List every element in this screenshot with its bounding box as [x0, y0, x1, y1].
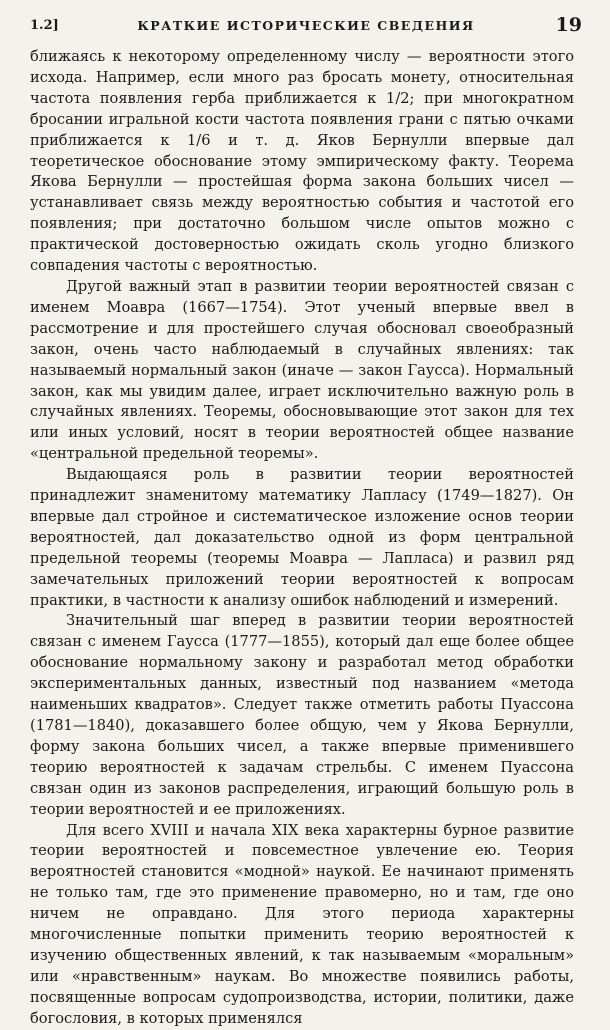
running-title: КРАТКИЕ ИСТОРИЧЕСКИЕ СВЕДЕНИЯ — [137, 18, 475, 33]
paragraph-gauss-poisson: Значительный шаг вперед в развитии теории вероятностей связан с именем Гаусса (1777—1855), который дал еще более общее обоснование нормальному закону и разработал метод обработки экспериментальных данных, известный под названием «метода наименьших квадратов». Следует также отметить работы Пуассона (1781—1840), доказавшего более общую, чем у Якова Бернулли, форму закона больших чисел, а также впервые применившего теорию вероятностей к задачам стрельбы. С именем Пуассона связан один из законов распределения, играющий большую роль в теории вероятностей и ее приложениях. — [30, 612, 574, 818]
section-number: 1.2] — [30, 18, 59, 33]
paragraph-18th-19th-century: Для всего XVIII и начала XIX века характерны бурное развитие теории вероятностей и повсеместное увлечение ею. Теория вероятностей становится «модной» наукой. Ее начинают применять не только там, где это применение правомерно, но и там, где оно ничем не оправдано. Для этого периода характерны многочисленные попытки применить теорию вероятностей к изучению общественных явлений, к так называемым «моральным» или «нравственным» наукам. Во множестве появились работы, посвященные вопросам судопроизводства, истории, политики, даже богословия, в которых применялся — [30, 821, 574, 1027]
page-number: 19 — [555, 14, 582, 36]
body-text — [30, 47, 574, 1030]
paragraph-moivre: Другой важный этап в развитии теории вероятностей связан с именем Моавра (1667—1754). Этот ученый впервые ввел в рассмотрение и для простейшего случая обосновал своеобразный закон, очень часто наблюдаемый в случайных явлениях: так называемый нормальный закон (иначе — закон Гаусса). Нормальный закон, как мы увидим далее, играет исключительно важную роль в случайных явлениях. Теоремы, обосновывающие этот закон для тех или иных условий, носят в теории вероятностей общее название «центральной предельной теоремы». — [30, 277, 574, 463]
paragraph-laplace: Выдающаяся роль в развитии теории вероятностей принадлежит знаменитому математику Лапласу (1749—1827). Он впервые дал стройное и систематическое изложение основ теории вероятностей, дал доказательство одной из форм центральной предельной теоремы (теоремы Моавра — Лапласа) и развил ряд замечательных приложений теории вероятностей к вопросам практики, в частности к анализу ошибок наблюдений и измерений. — [30, 466, 574, 609]
paragraph-continued: ближаясь к некоторому определенному числу — вероятности этого исхода. Например, если много раз бросать монету, относительная частота появления герба приближается к 1/2; при многократном бросании игральной кости частота появления грани с пятью очками приближается к 1/6 и т. д. Яков Бернулли впервые дал теоретическое обоснование этому эмпирическому факту. Теорема Якова Бернулли — простейшая форма закона больших чисел — устанавливает связь между вероятностью события и частотой его появления; при достаточно большом числе опытов можно с практической достоверностью ожидать сколь угодно близкого совпадения частоты с вероятностью. — [30, 48, 574, 275]
page-header — [30, 16, 582, 38]
